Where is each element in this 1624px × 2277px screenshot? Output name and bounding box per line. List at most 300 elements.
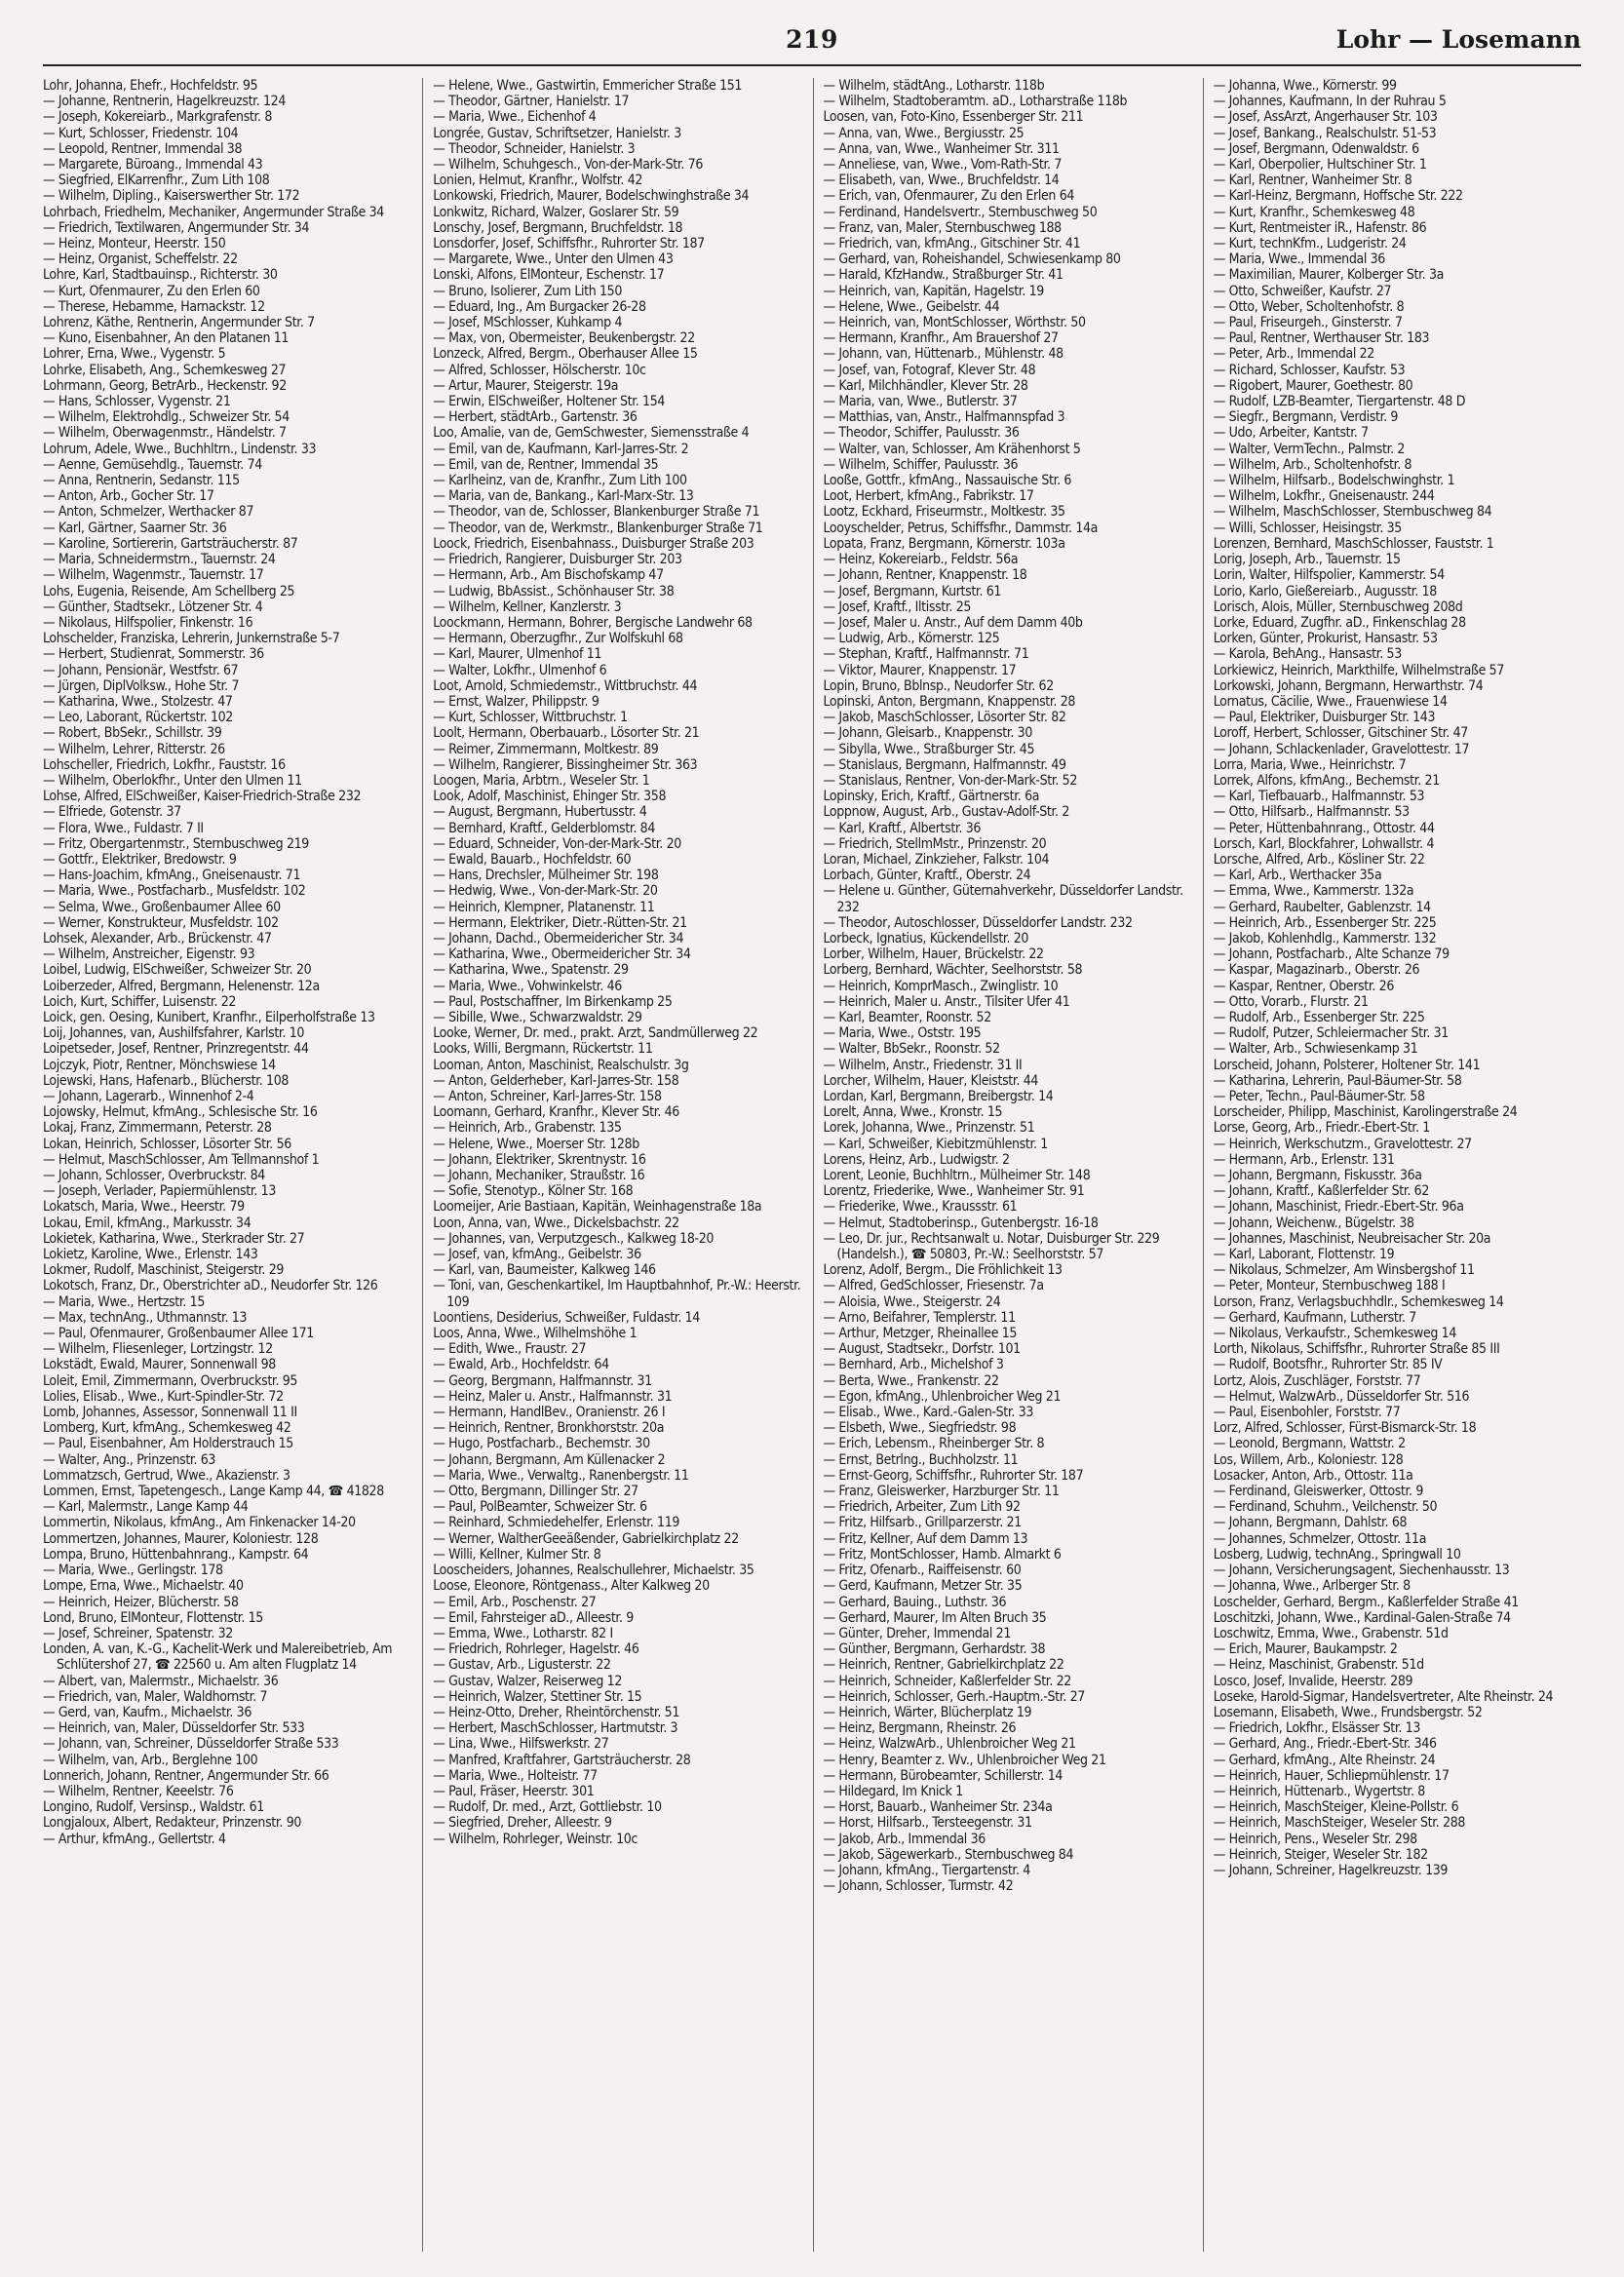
directory-entry: — Johannes, Kaufmann, In der Ruhrau 5 xyxy=(1213,94,1447,110)
directory-entry: Lopinsky, Erich, Kraftf., Gärtnerstr. 6a xyxy=(823,789,1040,805)
directory-entry: Lorenzen, Bernhard, MaschSchlosser, Fauststr. 1 xyxy=(1213,535,1494,552)
directory-entry: — Hans, Drechsler, Mülheimer Str. 198 xyxy=(433,868,659,884)
directory-entry: — Wilhelm, Rentner, Keeelstr. 76 xyxy=(43,1783,234,1799)
directory-entry: — Heinrich, Werkschutzm., Gravelottestr. 27 xyxy=(1213,1136,1472,1152)
directory-entry: — Johann, Gleisarb., Knappenstr. 30 xyxy=(823,725,1032,742)
directory-entry: — Wilhelm, Oberwagenmstr., Händelstr. 7 xyxy=(43,425,287,442)
directory-entry: Lokan, Heinrich, Schlosser, Lösorter Str. 56 xyxy=(43,1136,291,1152)
directory-entry: — Heinz, Maschinist, Grabenstr. 51d xyxy=(1213,1657,1424,1674)
directory-entry: — Kurt, technKfm., Ludgeristr. 24 xyxy=(1213,236,1407,252)
directory-entry: — Heinrich, MaschSteiger, Weseler Str. 288 xyxy=(1213,1815,1466,1832)
directory-entry: Lorth, Nikolaus, Schiffsfhr., Ruhrorter Straße 85 III xyxy=(1213,1341,1500,1358)
directory-entry: — Rudolf, Putzer, Schleiermacher Str. 31 xyxy=(1213,1025,1449,1042)
directory-entry: Look, Adolf, Maschinist, Ehinger Str. 358 xyxy=(433,789,667,805)
directory-entry: — Kurt, Schlosser, Friedenstr. 104 xyxy=(43,125,239,141)
directory-entry: — Karl, Milchhändler, Klever Str. 28 xyxy=(823,377,1028,394)
directory-entry: — Gerhard, kfmAng., Alte Rheinstr. 24 xyxy=(1213,1752,1436,1768)
directory-entry: — Anton, Schmelzer, Werthacker 87 xyxy=(43,504,254,521)
directory-entry: — Albert, van, Malermstr., Michaelstr. 36 xyxy=(43,1673,279,1689)
directory-entry: — Heinz, Maler u. Anstr., Halfmannstr. 31 xyxy=(433,1388,673,1405)
directory-entry: — Karl, Beamter, Roonstr. 52 xyxy=(823,1009,991,1025)
directory-entry: — Elisab., Wwe., Kard.-Galen-Str. 33 xyxy=(823,1405,1034,1421)
directory-entry: Loosen, van, Foto-Kino, Essenberger Str. 211 xyxy=(823,109,1084,126)
directory-entry: — Paul, Elektriker, Duisburger Str. 143 xyxy=(1213,710,1436,726)
directory-entry: Lorson, Franz, Verlagsbuchhdlr., Schemkesweg 14 xyxy=(1213,1293,1504,1310)
directory-entry: — Anton, Schreiner, Karl-Jarres-Str. 158 xyxy=(433,1089,662,1104)
directory-entry: — Johann, kfmAng., Tiergartenstr. 4 xyxy=(823,1862,1030,1878)
directory-entry: — Matthias, van, Anstr., Halfmannspfad 3 xyxy=(823,409,1065,426)
directory-entry: — Egon, kfmAng., Uhlenbroicher Weg 21 xyxy=(823,1388,1062,1405)
directory-entry: — August, Bergmann, Hubertusstr. 4 xyxy=(433,804,647,821)
directory-entry: — Heinrich, Pens., Weseler Str. 298 xyxy=(1213,1831,1417,1847)
directory-entry: — Josef, Kraftf., Iltisstr. 25 xyxy=(823,598,972,615)
directory-entry: — Gerhard, van, Roheishandel, Schwiesenkamp 80 xyxy=(823,251,1121,268)
directory-entry: — Heinrich, Maler u. Anstr., Tilsiter Ufer 41 xyxy=(823,993,1070,1010)
directory-entry: — Karl-Heinz, Bergmann, Hoffsche Str. 222 xyxy=(1213,188,1463,205)
directory-entry: — Hermann, Bürobeamter, Schillerstr. 14 xyxy=(823,1767,1063,1784)
directory-entry: — Gerhard, Ang., Friedr.-Ebert-Str. 346 xyxy=(1213,1736,1437,1753)
directory-entry: Lopin, Bruno, Bblnsp., Neudorfer Str. 62 xyxy=(823,677,1054,694)
directory-entry: Losacker, Anton, Arb., Ottostr. 11a xyxy=(1213,1467,1413,1484)
directory-entry: — Theodor, Gärtner, Hanielstr. 17 xyxy=(433,94,630,110)
column-1 xyxy=(43,78,410,2252)
directory-entry: — Josef, Maler u. Anstr., Auf dem Damm 40b xyxy=(823,614,1083,631)
directory-entry: Loschelder, Gerhard, Bergm., Kaßlerfelder Straße 41 xyxy=(1213,1594,1519,1610)
directory-entry: — Jakob, Sägewerkarb., Sternbuschweg 84 xyxy=(823,1846,1074,1863)
directory-entry: — Josef, Bergmann, Kurtstr. 61 xyxy=(823,583,1002,599)
directory-entry: — Wilhelm, Schuhgesch., Von-der-Mark-Str. 76 xyxy=(433,157,703,174)
directory-entry: — Johann, Bergmann, Am Küllenacker 2 xyxy=(433,1451,666,1468)
directory-entry: Lorkiewicz, Heinrich, Markthilfe, Wilhelmstraße 57 xyxy=(1213,662,1504,678)
directory-entry: Loich, Kurt, Schiffer, Luisenstr. 22 xyxy=(43,993,237,1010)
directory-entry: — Fritz, Hilfsarb., Grillparzerstr. 21 xyxy=(823,1515,1022,1531)
directory-entry: — Heinrich, van, Kapitän, Hagelstr. 19 xyxy=(823,283,1044,299)
directory-entry: Loomeijer, Arie Bastiaan, Kapitän, Weinhagenstraße 18a xyxy=(433,1199,762,1216)
directory-entry: — Friedrich, Rangierer, Duisburger Str. 203 xyxy=(433,552,682,568)
directory-entry: — Katharina, Wwe., Stolzestr. 47 xyxy=(43,693,233,710)
directory-entry: Lorsche, Alfred, Arb., Kösliner Str. 22 xyxy=(1213,851,1425,868)
directory-entry: — Wilhelm, van, Arb., Berglehne 100 xyxy=(43,1752,258,1768)
directory-entry: — Horst, Hilfsarb., Tersteegenstr. 31 xyxy=(823,1815,1032,1832)
directory-entry: — Erwin, ElSchweißer, Holtener Str. 154 xyxy=(433,394,666,410)
directory-entry: — Leo, Dr. jur., Rechtsanwalt u. Notar, Duisburger Str. 229 (Handelsh.), ☎ 50803, Pr.-W.: Seelhorststr. 57 xyxy=(823,1230,1160,1263)
directory-entry: — Edith, Wwe., Fraustr. 27 xyxy=(433,1341,587,1358)
directory-entry: — Emil, van de, Kaufmann, Karl-Jarres-Str. 2 xyxy=(433,441,689,457)
directory-entry: — Paul, Friseurgeh., Ginsterstr. 7 xyxy=(1213,315,1403,331)
directory-entry: Loos, Anna, Wwe., Wilhelmshöhe 1 xyxy=(433,1326,638,1342)
directory-entry: — Hedwig, Wwe., Von-der-Mark-Str. 20 xyxy=(433,883,658,900)
column-2 xyxy=(422,78,800,2252)
directory-entry: — Eduard, Schneider, Von-der-Mark-Str. 20 xyxy=(433,835,681,852)
directory-entry: — Elsbeth, Wwe., Siegfriedstr. 98 xyxy=(823,1420,1017,1437)
directory-entry: Lohrum, Adele, Wwe., Buchhltrn., Lindenstr. 33 xyxy=(43,441,317,457)
directory-entry: Lonzeck, Alfred, Bergm., Oberhauser Allee 15 xyxy=(433,346,698,363)
directory-entry: — Elisabeth, van, Wwe., Bruchfeldstr. 14 xyxy=(823,173,1060,189)
directory-entry: Lorse, Georg, Arb., Friedr.-Ebert-Str. 1 xyxy=(1213,1120,1430,1137)
directory-entry: — Rigobert, Maurer, Goethestr. 80 xyxy=(1213,377,1413,394)
directory-entry: Lolies, Elisab., Wwe., Kurt-Spindler-Str. 72 xyxy=(43,1388,284,1405)
directory-entry: — Johann, Weichenw., Bügelstr. 38 xyxy=(1213,1215,1414,1231)
directory-entry: Lorens, Heinz, Arb., Ludwigstr. 2 xyxy=(823,1151,1010,1168)
directory-entry: — Ludwig, BbAssist., Schönhauser Str. 38 xyxy=(433,583,675,599)
directory-entry: — Stanislaus, Rentner, Von-der-Mark-Str. 52 xyxy=(823,772,1077,789)
directory-entry: Lokietek, Katharina, Wwe., Sterkrader Str. 27 xyxy=(43,1230,305,1247)
directory-entry: — Erich, Maurer, Baukampstr. 2 xyxy=(1213,1641,1398,1658)
directory-entry: — Kurt, Kranfhr., Schemkesweg 48 xyxy=(1213,204,1415,220)
directory-entry: Loo, Amalie, van de, GemSchwester, Siemensstraße 4 xyxy=(433,425,750,442)
directory-entry: Lorio, Karlo, Gießereiarb., Augusstr. 18 xyxy=(1213,583,1437,599)
directory-entry: Lorbach, Günter, Kraftf., Oberstr. 24 xyxy=(823,868,1031,884)
directory-entry: — Karl, Rentner, Wanheimer Str. 8 xyxy=(1213,173,1412,189)
directory-entry: — Karl, Arb., Werthacker 35a xyxy=(1213,868,1382,884)
directory-entry: Lohrbach, Friedhelm, Mechaniker, Angermunder Straße 34 xyxy=(43,204,384,220)
directory-entry: — Rudolf, LZB-Beamter, Tiergartenstr. 48 D xyxy=(1213,394,1466,410)
directory-entry: — Friedrich, van, kfmAng., Gitschiner Str. 41 xyxy=(823,236,1081,252)
directory-entry: Lorra, Maria, Wwe., Heinrichstr. 7 xyxy=(1213,756,1407,773)
column-4 xyxy=(1203,78,1581,2252)
directory-entry: — Hermann, Arb., Erlenstr. 131 xyxy=(1213,1151,1395,1168)
directory-entry: — Karola, BehAng., Hansastr. 53 xyxy=(1213,646,1402,663)
directory-entry: — Heinrich, van, Maler, Düsseldorfer Str. 533 xyxy=(43,1720,305,1737)
header-rule xyxy=(43,64,1581,66)
directory-entry: Lojowsky, Helmut, kfmAng., Schlesische Str. 16 xyxy=(43,1104,318,1121)
directory-entry: — Johann, Rentner, Knappenstr. 18 xyxy=(823,567,1027,584)
directory-entry: — Herbert, städtArb., Gartenstr. 36 xyxy=(433,409,638,426)
directory-entry: — Johann, van, Schreiner, Düsseldorfer Straße 533 xyxy=(43,1736,339,1753)
directory-entry: — Emil, Fahrsteiger aD., Alleestr. 9 xyxy=(433,1609,634,1626)
directory-entry: — Gustav, Walzer, Reiserweg 12 xyxy=(433,1673,623,1689)
directory-entry: — Karl, Malermstr., Lange Kamp 44 xyxy=(43,1499,249,1516)
directory-entry: — Richard, Schlosser, Kaufstr. 53 xyxy=(1213,362,1406,378)
directory-entry: — Paul, Ofenmaurer, Großenbaumer Allee 171 xyxy=(43,1326,314,1342)
directory-entry: — Johanna, Wwe., Arlberger Str. 8 xyxy=(1213,1578,1411,1595)
directory-entry: — Wilhelm, Lokfhr., Gneisenaustr. 244 xyxy=(1213,488,1435,505)
directory-entry: — Artur, Maurer, Steigerstr. 19a xyxy=(433,377,619,394)
directory-entry: Lokietz, Karoline, Wwe., Erlenstr. 143 xyxy=(43,1247,258,1263)
directory-entry: — Aloisia, Wwe., Steigerstr. 24 xyxy=(823,1293,1001,1310)
directory-entry: — Sibille, Wwe., Schwarzwaldstr. 29 xyxy=(433,1009,642,1025)
directory-entry: Loot, Herbert, kfmAng., Fabrikstr. 17 xyxy=(823,488,1034,505)
directory-entry: Lohre, Karl, Stadtbauinsp., Richterstr. 30 xyxy=(43,267,278,284)
directory-entry: — Maria, Wwe., Verwaltg., Ranenbergstr. 11 xyxy=(433,1467,689,1484)
directory-entry: — Maria, Wwe., Hertzstr. 15 xyxy=(43,1293,205,1310)
directory-entry: — Helmut, MaschSchlosser, Am Tellmannshof 1 xyxy=(43,1151,320,1168)
directory-entry: — Johann, Schlosser, Turmstr. 42 xyxy=(823,1878,1014,1895)
directory-entry: — Heinrich, Klempner, Platanenstr. 11 xyxy=(433,899,655,915)
directory-entry: — Ernst, Betrlng., Buchholzstr. 11 xyxy=(823,1451,1019,1468)
directory-entry: Lommertin, Nikolaus, kfmAng., Am Finkenacker 14-20 xyxy=(43,1515,356,1531)
directory-entry: — Johann, van, Hüttenarb., Mühlenstr. 48 xyxy=(823,346,1063,363)
directory-entry: Lohrer, Erna, Wwe., Vygenstr. 5 xyxy=(43,346,226,363)
directory-entry: — Lina, Wwe., Hilfswerkstr. 27 xyxy=(433,1736,609,1753)
directory-entry: — Fritz, Obergartenmstr., Sternbuschweg 219 xyxy=(43,835,309,852)
directory-entry: — Bruno, Isolierer, Zum Lith 150 xyxy=(433,283,623,299)
directory-entry: — Heinrich, Hüttenarb., Wygertstr. 8 xyxy=(1213,1783,1425,1799)
directory-entry: Looscheiders, Johannes, Realschullehrer, Michaelstr. 35 xyxy=(433,1563,754,1579)
directory-entry: — Nikolaus, Hilfspolier, Finkenstr. 16 xyxy=(43,614,253,631)
directory-entry: Lootz, Eckhard, Friseurmstr., Moltkestr. 35 xyxy=(823,504,1065,521)
column-3 xyxy=(813,78,1191,2252)
directory-entry: — Kuno, Eisenbahner, An den Platanen 11 xyxy=(43,330,290,347)
directory-entry: — Johann, Dachd., Obermeidericher Str. 34 xyxy=(433,930,684,946)
directory-entry: — Friederike, Wwe., Kraussstr. 61 xyxy=(823,1199,1018,1216)
directory-entry: — Wilhelm, Hilfsarb., Bodelschwinghstr. 1 xyxy=(1213,473,1455,489)
directory-entry: Lonski, Alfons, ElMonteur, Eschenstr. 17 xyxy=(433,267,665,284)
directory-entry: Lorscheider, Philipp, Maschinist, Karolingerstraße 24 xyxy=(1213,1104,1518,1121)
directory-entry: — August, Stadtsekr., Dorfstr. 101 xyxy=(823,1341,1021,1358)
directory-entry: — Wilhelm, Oberlokfhr., Unter den Ulmen 11 xyxy=(43,772,302,789)
directory-entry: — Franz, van, Maler, Sternbuschweg 188 xyxy=(823,219,1062,236)
directory-entry: Loipetseder, Josef, Rentner, Prinzregentstr. 44 xyxy=(43,1041,309,1058)
directory-entry: — Alfred, GedSchlosser, Friesenstr. 7a xyxy=(823,1278,1044,1294)
directory-entry: — Otto, Weber, Scholtenhofstr. 8 xyxy=(1213,298,1405,315)
directory-entry: — Reimer, Zimmermann, Moltkestr. 89 xyxy=(433,741,659,757)
directory-entry: — Siegfr., Bergmann, Verdistr. 9 xyxy=(1213,409,1399,426)
directory-entry: — Johann, Pensionär, Westfstr. 67 xyxy=(43,662,239,678)
directory-entry: — Horst, Bauarb., Wanheimer Str. 234a xyxy=(823,1799,1053,1816)
directory-entry: — Bernhard, Arb., Michelshof 3 xyxy=(823,1357,1004,1373)
directory-entry: — Hugo, Postfacharb., Bechemstr. 30 xyxy=(433,1436,650,1452)
directory-entry: — Joseph, Verlader, Papiermühlenstr. 13 xyxy=(43,1183,276,1200)
directory-entry: — Heinz, Kokereiarb., Feldstr. 56a xyxy=(823,552,1019,568)
directory-entry: Lokmer, Rudolf, Maschinist, Steigerstr. 29 xyxy=(43,1262,285,1279)
directory-entry: Losco, Josef, Invalide, Heerstr. 289 xyxy=(1213,1673,1413,1689)
directory-entry: — Margarete, Wwe., Unter den Ulmen 43 xyxy=(433,251,674,268)
directory-entry: Lonien, Helmut, Kranfhr., Wolfstr. 42 xyxy=(433,173,643,189)
directory-entry: — Wilhelm, städtAng., Lotharstr. 118b xyxy=(823,78,1045,94)
directory-entry: — Walter, van, Schlosser, Am Krähenhorst 5 xyxy=(823,441,1081,457)
directory-entry: Lorentz, Friederike, Wwe., Wanheimer Str. 91 xyxy=(823,1183,1085,1200)
directory-entry: — Theodor, Schneider, Hanielstr. 3 xyxy=(433,140,636,157)
directory-entry: — Wilhelm, Arb., Scholtenhofstr. 8 xyxy=(1213,456,1412,473)
directory-entry: — Maria, Wwe., Oststr. 195 xyxy=(823,1025,982,1042)
directory-entry: — Heinrich, Schneider, Kaßlerfelder Str. 22 xyxy=(823,1673,1071,1689)
directory-entry: Lonkowski, Friedrich, Maurer, Bodelschwinghstraße 34 xyxy=(433,188,750,205)
directory-entry: — Wilhelm, Rohrleger, Weinstr. 10c xyxy=(433,1831,638,1847)
directory-entry: — Friedrich, van, Maler, Waldhornstr. 7 xyxy=(43,1688,268,1705)
directory-entry: — Wilhelm, Elektrohdlg., Schweizer Str. 54 xyxy=(43,409,290,426)
directory-entry: — Harald, KfzHandw., Straßburger Str. 41 xyxy=(823,267,1063,284)
directory-entry: Lorscheid, Johann, Polsterer, Holtener Str. 141 xyxy=(1213,1057,1481,1073)
directory-entry: — Hildegard, Im Knick 1 xyxy=(823,1783,963,1799)
directory-entry: — Karl, Tiefbauarb., Halfmannstr. 53 xyxy=(1213,789,1425,805)
directory-entry: — Alfred, Schlosser, Hölscherstr. 10c xyxy=(433,362,646,378)
directory-entry: Loroff, Herbert, Schlosser, Gitschiner Str. 47 xyxy=(1213,725,1468,742)
directory-entry: — Maria, Wwe., Immendal 36 xyxy=(1213,251,1385,268)
directory-entry: Lomberg, Kurt, kfmAng., Schemkesweg 42 xyxy=(43,1420,291,1437)
directory-entry: — Heinrich, Schlosser, Gerh.-Hauptm.-Str. 27 xyxy=(823,1688,1085,1705)
directory-entry: — Willi, Schlosser, Heisingstr. 35 xyxy=(1213,520,1402,536)
directory-entry: — Hermann, Kranfhr., Am Brauershof 27 xyxy=(823,330,1059,347)
directory-entry: — Gottfr., Elektriker, Bredowstr. 9 xyxy=(43,851,237,868)
directory-entry: Lojczyk, Piotr, Rentner, Mönchswiese 14 xyxy=(43,1057,276,1073)
directory-entry: — Johann, Lagerarb., Winnenhof 2-4 xyxy=(43,1089,254,1104)
directory-entry: — Otto, Schweißer, Kaufstr. 27 xyxy=(1213,283,1392,299)
directory-entry: Loogen, Maria, Arbtrn., Weseler Str. 1 xyxy=(433,772,650,789)
directory-entry: — Leo, Laborant, Rückertstr. 102 xyxy=(43,710,233,726)
directory-entry: — Sibylla, Wwe., Straßburger Str. 45 xyxy=(823,741,1035,757)
directory-entry: — Fritz, Kellner, Auf dem Damm 13 xyxy=(823,1530,1028,1547)
directory-entry: — Karl, Maurer, Ulmenhof 11 xyxy=(433,646,602,663)
directory-entry: Losemann, Elisabeth, Wwe., Frundsbergstr. 52 xyxy=(1213,1704,1483,1720)
directory-entry: — Theodor, van de, Werkmstr., Blankenburger Straße 71 xyxy=(433,520,763,536)
directory-entry: Lonschy, Josef, Bergmann, Bruchfeldstr. 18 xyxy=(433,219,683,236)
directory-entry: — Karl, Kraftf., Albertstr. 36 xyxy=(823,820,982,836)
directory-entry: — Johannes, Schmelzer, Ottostr. 11a xyxy=(1213,1530,1427,1547)
directory-entry: — Jürgen, DiplVolksw., Hohe Str. 7 xyxy=(43,677,240,694)
directory-entry: — Nikolaus, Verkaufstr., Schemkesweg 14 xyxy=(1213,1326,1457,1342)
directory-entry: — Friedrich, Rohrleger, Hagelstr. 46 xyxy=(433,1641,639,1658)
directory-entry: — Wilhelm, Schiffer, Paulusstr. 36 xyxy=(823,456,1019,473)
directory-entry: Lohscheller, Friedrich, Lokfhr., Fauststr. 16 xyxy=(43,756,286,773)
directory-entry: — Reinhard, Schmiedehelfer, Erlenstr. 119 xyxy=(433,1515,680,1531)
directory-entry: — Paul, Rentner, Werthauser Str. 183 xyxy=(1213,330,1430,347)
directory-entry: — Rudolf, Bootsfhr., Ruhrorter Str. 85 IV xyxy=(1213,1357,1443,1373)
directory-entry: — Heinrich, Rentner, Gabrielkirchplatz 22 xyxy=(823,1657,1064,1674)
directory-entry: Lommatzsch, Gertrud, Wwe., Akazienstr. 3 xyxy=(43,1467,290,1484)
directory-entry: — Friedrich, Textilwaren, Angermunder Str. 34 xyxy=(43,219,310,236)
directory-entry: Lommertzen, Johannes, Maurer, Koloniestr. 128 xyxy=(43,1530,319,1547)
directory-entry: Looke, Werner, Dr. med., prakt. Arzt, Sandmüllerweg 22 xyxy=(433,1025,758,1042)
directory-entry: Lokau, Emil, kfmAng., Markusstr. 34 xyxy=(43,1215,251,1231)
directory-entry: Lohrenz, Käthe, Rentnerin, Angermunder Str. 7 xyxy=(43,315,315,331)
directory-entry: — Anneliese, van, Wwe., Vom-Rath-Str. 7 xyxy=(823,157,1063,174)
directory-entry: Lojewski, Hans, Hafenarb., Blücherstr. 108 xyxy=(43,1072,290,1089)
directory-entry: — Kurt, Rentmeister iR., Hafenstr. 86 xyxy=(1213,219,1427,236)
directory-entry: Loseke, Harold-Sigmar, Handelsvertreter, Alte Rheinstr. 24 xyxy=(1213,1688,1554,1705)
directory-entry: — Otto, Hilfsarb., Halfmannstr. 53 xyxy=(1213,804,1410,821)
directory-entry: — Herbert, Studienrat, Sommerstr. 36 xyxy=(43,646,264,663)
directory-entry: — Viktor, Maurer, Knappenstr. 17 xyxy=(823,662,1017,678)
directory-entry: Lorke, Eduard, Zugfhr. aD., Finkenschlag 28 xyxy=(1213,614,1466,631)
directory-entry: — Gerhard, Bauing., Luthstr. 36 xyxy=(823,1594,1007,1610)
directory-entry: Lomb, Johannes, Assessor, Sonnenwall 11 II xyxy=(43,1405,297,1421)
directory-entry: — Heinrich, Arb., Grabenstr. 135 xyxy=(433,1120,622,1137)
directory-entry: Lorelt, Anna, Wwe., Kronstr. 15 xyxy=(823,1104,1003,1121)
directory-entry: — Johann, Bergmann, Fiskusstr. 36a xyxy=(1213,1168,1422,1184)
directory-entry: — Johann, Mechaniker, Straußstr. 16 xyxy=(433,1168,645,1184)
directory-entry: — Werner, WaltherGeeäßender, Gabrielkirchplatz 22 xyxy=(433,1530,739,1547)
directory-entry: Lokotsch, Franz, Dr., Oberstrichter aD., Neudorfer Str. 126 xyxy=(43,1278,378,1294)
directory-entry: — Bernhard, Kraftf., Gelderblomstr. 84 xyxy=(433,820,655,836)
directory-entry: Lorber, Wilhelm, Hauer, Brückelstr. 22 xyxy=(823,946,1044,963)
directory-entry: Lorisch, Alois, Müller, Sternbuschweg 208d xyxy=(1213,598,1463,615)
directory-entry: — Kaspar, Magazinarb., Oberstr. 26 xyxy=(1213,962,1420,979)
directory-entry: — Therese, Hebamme, Harnackstr. 12 xyxy=(43,298,265,315)
directory-entry: — Karl, van, Baumeister, Kalkweg 146 xyxy=(433,1262,656,1279)
directory-entry: Looße, Gottfr., kfmAng., Nassauische Str. 6 xyxy=(823,473,1072,489)
directory-entry: — Walter, Ang., Prinzenstr. 63 xyxy=(43,1451,216,1468)
directory-entry: — Günter, Dreher, Immendal 21 xyxy=(823,1625,1011,1641)
directory-entry: — Josef, van, Fotograf, Klever Str. 48 xyxy=(823,362,1036,378)
directory-entry: Lonsdorfer, Josef, Schiffsfhr., Ruhrorter Str. 187 xyxy=(433,236,705,252)
directory-entry: — Kurt, Schlosser, Wittbruchstr. 1 xyxy=(433,710,628,726)
directory-entry: Lorsch, Karl, Blockfahrer, Lohwallstr. 4 xyxy=(1213,835,1435,852)
directory-entry: — Herbert, MaschSchlosser, Hartmutstr. 3 xyxy=(433,1720,678,1737)
directory-entry: — Johann, Versicherungsagent, Siechenhausstr. 13 xyxy=(1213,1563,1510,1579)
directory-entry: — Wilhelm, Rangierer, Bissingheimer Str. 363 xyxy=(433,756,698,773)
directory-entry: — Johann, Postfacharb., Alte Schanze 79 xyxy=(1213,946,1450,963)
directory-entry: — Heinrich, Walzer, Stettiner Str. 15 xyxy=(433,1688,642,1705)
directory-entry: — Rudolf, Arb., Essenberger Str. 225 xyxy=(1213,1009,1425,1025)
directory-entry: Lompa, Bruno, Hüttenbahnrang., Kampstr. 64 xyxy=(43,1546,309,1563)
directory-entry: — Günther, Bergmann, Gerhardstr. 38 xyxy=(823,1641,1046,1658)
directory-entry: Lorek, Johanna, Wwe., Prinzenstr. 51 xyxy=(823,1120,1035,1137)
directory-entry: — Otto, Vorarb., Flurstr. 21 xyxy=(1213,993,1369,1010)
directory-entry: — Robert, BbSekr., Schillstr. 39 xyxy=(43,725,222,742)
directory-entry: — Heinz, Monteur, Heerstr. 150 xyxy=(43,236,226,252)
directory-entry: — Helene, Wwe., Gastwirtin, Emmericher Straße 151 xyxy=(433,78,743,94)
directory-entry: — Arno, Beifahrer, Templerstr. 11 xyxy=(823,1309,1016,1326)
directory-entry: — Gustav, Arb., Ligusterstr. 22 xyxy=(433,1657,611,1674)
directory-entry: — Willi, Kellner, Kulmer Str. 8 xyxy=(433,1546,601,1563)
directory-entry: — Gerd, Kaufmann, Metzer Str. 35 xyxy=(823,1578,1023,1595)
directory-entry: — Jakob, MaschSchlosser, Lösorter Str. 82 xyxy=(823,710,1066,726)
directory-entry: Loran, Michael, Zinkzieher, Falkstr. 104 xyxy=(823,851,1050,868)
directory-entry: Loon, Anna, van, Wwe., Dickelsbachstr. 22 xyxy=(433,1215,679,1231)
directory-entry: — Friedrich, Lokfhr., Elsässer Str. 13 xyxy=(1213,1720,1420,1737)
directory-entry: — Friedrich, StellmMstr., Prinzenstr. 20 xyxy=(823,835,1047,852)
directory-entry: — Heinrich, Rentner, Bronkhorststr. 20a xyxy=(433,1420,665,1437)
directory-entry: Lordan, Karl, Bergmann, Breibergstr. 14 xyxy=(823,1089,1054,1104)
directory-entry: — Johannes, van, Verputzgesch., Kalkweg 18-20 xyxy=(433,1230,715,1247)
directory-entry: — Berta, Wwe., Frankenstr. 22 xyxy=(823,1372,999,1389)
directory-entry: — Johann, Bergmann, Dahlstr. 68 xyxy=(1213,1515,1408,1531)
directory-entry: — Maria, van, Wwe., Butlerstr. 37 xyxy=(823,394,1018,410)
directory-entry: — Leonold, Bergmann, Wattstr. 2 xyxy=(1213,1436,1406,1452)
directory-entry: Looks, Willi, Bergmann, Rückertstr. 11 xyxy=(433,1041,653,1058)
directory-entry: — Walter, Lokfhr., Ulmenhof 6 xyxy=(433,662,607,678)
directory-entry: Lonnerich, Johann, Rentner, Angermunder Str. 66 xyxy=(43,1767,329,1784)
directory-entry: — Wilhelm, MaschSchlosser, Sternbuschweg 84 xyxy=(1213,504,1492,521)
directory-entry: — Joseph, Kokereiarb., Markgrafenstr. 8 xyxy=(43,109,272,126)
directory-entry: — Erich, van, Ofenmaurer, Zu den Erlen 64 xyxy=(823,188,1075,205)
directory-entry: — Maria, Wwe., Gerlingstr. 178 xyxy=(43,1563,223,1579)
directory-entry: — Karlheinz, van de, Kranfhr., Zum Lith 100 xyxy=(433,473,687,489)
directory-entry: — Heinrich, van, MontSchlosser, Wörthstr. 50 xyxy=(823,315,1086,331)
directory-entry: Loleit, Emil, Zimmermann, Overbruckstr. 95 xyxy=(43,1372,298,1389)
directory-entry: — Kaspar, Rentner, Oberstr. 26 xyxy=(1213,978,1394,994)
directory-entry: Lopinski, Anton, Bergmann, Knappenstr. 28 xyxy=(823,693,1076,710)
directory-columns xyxy=(43,78,1581,2252)
directory-entry: — Ernst-Georg, Schiffsfhr., Ruhrorter Str. 187 xyxy=(823,1467,1084,1484)
directory-entry: — Paul, Fräser, Heerstr. 301 xyxy=(433,1783,595,1799)
directory-entry: Lorent, Leonie, Buchhltrn., Mülheimer Str. 148 xyxy=(823,1168,1091,1184)
directory-entry: — Ferdinand, Schuhm., Veilchenstr. 50 xyxy=(1213,1499,1438,1516)
directory-entry: — Siegfried, Dreher, Alleestr. 9 xyxy=(433,1815,612,1832)
directory-entry: — Paul, Eisenbohler, Forststr. 77 xyxy=(1213,1405,1401,1421)
directory-entry: — Stanislaus, Bergmann, Halfmannstr. 49 xyxy=(823,756,1066,773)
directory-entry: Loose, Eleonore, Röntgenass., Alter Kalkweg 20 xyxy=(433,1578,710,1595)
directory-entry: — Theodor, van de, Schlosser, Blankenburger Straße 71 xyxy=(433,504,760,521)
directory-entry: — Wilhelm, Stadtoberamtm. aD., Lotharstraße 118b xyxy=(823,94,1128,110)
directory-entry: Loij, Johannes, van, Aushilfsfahrer, Karlstr. 10 xyxy=(43,1025,305,1042)
directory-entry: — Katharina, Lehrerin, Paul-Bäumer-Str. 58 xyxy=(1213,1072,1462,1089)
directory-entry: — Otto, Bergmann, Dillinger Str. 27 xyxy=(433,1484,638,1500)
directory-entry: Lond, Bruno, ElMonteur, Flottenstr. 15 xyxy=(43,1609,263,1626)
directory-entry: — Heinz, Organist, Scheffelstr. 22 xyxy=(43,251,238,268)
directory-entry: Lohrmann, Georg, BetrArb., Heckenstr. 92 xyxy=(43,377,287,394)
directory-entry: — Wilhelm, Kellner, Kanzlerstr. 3 xyxy=(433,598,622,615)
directory-entry: Loot, Arnold, Schmiedemstr., Wittbruchstr. 44 xyxy=(433,677,698,694)
directory-entry: — Anna, Rentnerin, Sedanstr. 115 xyxy=(43,473,240,489)
directory-entry: — Franz, Gleiswerker, Harzburger Str. 11 xyxy=(823,1484,1060,1500)
directory-entry: Loppnow, August, Arb., Gustav-Adolf-Str. 2 xyxy=(823,804,1070,821)
directory-entry: — Anton, Arb., Gocher Str. 17 xyxy=(43,488,214,505)
directory-entry: — Maria, Wwe., Eichenhof 4 xyxy=(433,109,597,126)
directory-entry: — Elfriede, Gotenstr. 37 xyxy=(43,804,181,821)
directory-entry: — Manfred, Kraftfahrer, Gartsträucherstr. 28 xyxy=(433,1752,691,1768)
